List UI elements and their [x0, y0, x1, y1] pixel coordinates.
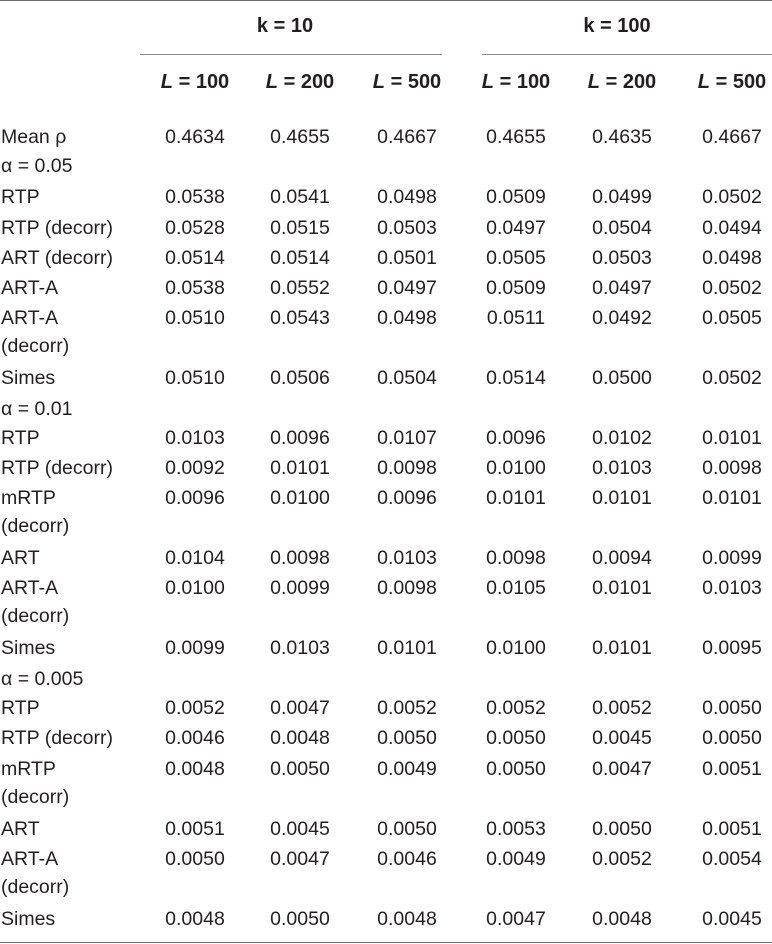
table-cell: 0.0051	[702, 818, 762, 840]
table-cell: 0.0103	[270, 637, 330, 659]
table-cell: 0.0503	[377, 217, 437, 239]
table-row	[0, 904, 772, 934]
table-cell: 0.0103	[702, 577, 762, 599]
table-cell: 0.0052	[592, 697, 652, 719]
table-row	[0, 754, 772, 808]
table-cell: 0.0101	[592, 487, 652, 509]
table-cell: 0.0052	[377, 697, 437, 719]
table-cell: 0.0047	[270, 848, 330, 870]
table-cell: 0.0511	[486, 307, 546, 329]
table-cell: 0.0052	[486, 697, 546, 719]
section-heading: α = 0.05	[1, 155, 73, 177]
table-row	[0, 213, 772, 243]
table-cell: 0.0045	[592, 727, 652, 749]
table-cell: 0.0514	[270, 247, 330, 269]
column-header-variable: L	[481, 71, 495, 93]
row-label-continuation: (decorr)	[1, 335, 70, 357]
table-cell: 0.0104	[165, 547, 225, 569]
row-label: RTP	[1, 427, 40, 449]
table-row	[0, 182, 772, 212]
table-cell: 0.0054	[702, 848, 762, 870]
table-cell: 0.0502	[702, 367, 762, 389]
table-row	[0, 273, 772, 303]
column-header	[250, 71, 350, 94]
table-cell: 0.0047	[592, 758, 652, 780]
header-group-k100: k = 100	[583, 15, 651, 37]
table-cell: 0.0098	[702, 457, 762, 479]
table-cell: 0.0092	[165, 457, 225, 479]
table-cell: 0.0552	[270, 277, 330, 299]
table-row	[0, 453, 772, 483]
table-cell: 0.0101	[377, 637, 437, 659]
table-cell: 0.0101	[592, 637, 652, 659]
row-label: RTP	[1, 186, 40, 208]
table-cell: 0.0048	[165, 758, 225, 780]
table-cell: 0.0506	[270, 367, 330, 389]
table-cell: 0.0098	[377, 457, 437, 479]
row-label: ART	[1, 547, 40, 569]
table-cell: 0.0050	[377, 818, 437, 840]
table-cell: 0.0099	[270, 577, 330, 599]
table-cell: 0.0100	[270, 487, 330, 509]
table-cell: 0.0500	[592, 367, 652, 389]
table-cell: 0.0103	[165, 427, 225, 449]
table-cell: 0.4667	[377, 126, 437, 148]
table-cell: 0.0045	[702, 908, 762, 930]
table-cell: 0.0048	[165, 908, 225, 930]
table-row	[0, 122, 772, 152]
table-cell: 0.0053	[486, 818, 546, 840]
section-heading-row	[0, 394, 772, 424]
table-cell: 0.0499	[592, 186, 652, 208]
table-cell: 0.0510	[165, 367, 225, 389]
table-cell: 0.0047	[486, 908, 546, 930]
table-cell: 0.0101	[592, 577, 652, 599]
table-cell: 0.0502	[702, 186, 762, 208]
table-row	[0, 814, 772, 844]
table-cell: 0.0502	[702, 277, 762, 299]
table-row	[0, 303, 772, 357]
table-cell: 0.0103	[377, 547, 437, 569]
table-cell: 0.0098	[486, 547, 546, 569]
table-cell: 0.0050	[270, 908, 330, 930]
table-row	[0, 573, 772, 627]
table-cell: 0.0048	[377, 908, 437, 930]
table-cell: 0.0494	[702, 217, 762, 239]
table-cell: 0.0098	[270, 547, 330, 569]
table-cell: 0.4634	[165, 126, 225, 148]
table-cell: 0.0050	[702, 697, 762, 719]
table-row	[0, 423, 772, 453]
row-label-continuation: (decorr)	[1, 876, 70, 898]
table-top-rule	[0, 0, 772, 1]
column-header-variable: L	[372, 71, 386, 93]
row-label-continuation: (decorr)	[1, 605, 70, 627]
table-cell: 0.0096	[377, 487, 437, 509]
section-heading: α = 0.005	[1, 668, 84, 690]
table-row	[0, 844, 772, 898]
column-header-value: = 200	[283, 71, 335, 93]
table-cell: 0.0052	[592, 848, 652, 870]
column-header-value: = 100	[499, 71, 551, 93]
row-label: RTP (decorr)	[1, 457, 113, 479]
column-header-value: = 500	[715, 71, 767, 93]
table-cell: 0.0538	[165, 186, 225, 208]
table-cell: 0.0049	[486, 848, 546, 870]
table-cell: 0.0050	[377, 727, 437, 749]
row-label: Simes	[1, 637, 56, 659]
table-cell: 0.0102	[592, 427, 652, 449]
table-cell: 0.0528	[165, 217, 225, 239]
table-cell: 0.0501	[377, 247, 437, 269]
table-cell: 0.0509	[486, 186, 546, 208]
table-cell: 0.0107	[377, 427, 437, 449]
table-cell: 0.0099	[702, 547, 762, 569]
column-header-variable: L	[160, 71, 174, 93]
column-header	[572, 71, 672, 94]
table-cell: 0.0050	[270, 758, 330, 780]
table-cell: 0.0050	[592, 818, 652, 840]
table-cell: 0.4655	[486, 126, 546, 148]
table-cell: 0.0051	[702, 758, 762, 780]
table-cell: 0.0514	[486, 367, 546, 389]
row-label: Simes	[1, 367, 56, 389]
table-cell: 0.0050	[165, 848, 225, 870]
table-cell: 0.0514	[165, 247, 225, 269]
table-cell: 0.0497	[486, 217, 546, 239]
table-cell: 0.0101	[486, 487, 546, 509]
table-cell: 0.0498	[702, 247, 762, 269]
column-header-value: = 100	[178, 71, 230, 93]
column-header	[357, 71, 457, 94]
header-group-rule-k10	[140, 54, 442, 55]
table-cell: 0.0045	[270, 818, 330, 840]
column-header-value: = 500	[390, 71, 442, 93]
table-cell: 0.0096	[270, 427, 330, 449]
table-row	[0, 483, 772, 537]
table-cell: 0.0047	[270, 697, 330, 719]
table-cell: 0.0543	[270, 307, 330, 329]
table-cell: 0.0049	[377, 758, 437, 780]
table-cell: 0.4667	[702, 126, 762, 148]
table-cell: 0.0492	[592, 307, 652, 329]
header-group-rule-k100	[482, 54, 772, 55]
table-row	[0, 633, 772, 663]
row-label-continuation: (decorr)	[1, 515, 70, 537]
table-cell: 0.0100	[486, 457, 546, 479]
table-bottom-rule	[0, 942, 772, 943]
table-cell: 0.0538	[165, 277, 225, 299]
row-label: ART	[1, 818, 40, 840]
table-cell: 0.0048	[592, 908, 652, 930]
table-row	[0, 363, 772, 393]
row-label: RTP (decorr)	[1, 727, 113, 749]
table-cell: 0.0046	[377, 848, 437, 870]
row-label: Mean ρ	[1, 126, 67, 148]
table-cell: 0.0498	[377, 186, 437, 208]
table-cell: 0.0505	[702, 307, 762, 329]
table-cell: 0.0509	[486, 277, 546, 299]
table-row	[0, 543, 772, 573]
table-cell: 0.4655	[270, 126, 330, 148]
table-cell: 0.0504	[377, 367, 437, 389]
column-header-value: = 200	[605, 71, 657, 93]
table-cell: 0.0103	[592, 457, 652, 479]
table-cell: 0.0510	[165, 307, 225, 329]
table-row	[0, 693, 772, 723]
table-cell: 0.0541	[270, 186, 330, 208]
section-heading: α = 0.01	[1, 398, 73, 420]
table-cell: 0.0105	[486, 577, 546, 599]
table-cell: 0.0497	[377, 277, 437, 299]
table-cell: 0.0048	[270, 727, 330, 749]
row-label: ART-A	[1, 277, 59, 299]
table-row	[0, 243, 772, 273]
table-cell: 0.0098	[377, 577, 437, 599]
row-label: RTP	[1, 697, 40, 719]
table-cell: 0.0101	[270, 457, 330, 479]
table-cell: 0.4635	[592, 126, 652, 148]
row-label: ART-A	[1, 848, 59, 870]
column-header-variable: L	[697, 71, 711, 93]
table-cell: 0.0503	[592, 247, 652, 269]
row-label: mRTP	[1, 487, 56, 509]
row-label: mRTP	[1, 758, 56, 780]
table-cell: 0.0046	[165, 727, 225, 749]
table-cell: 0.0497	[592, 277, 652, 299]
table-row	[0, 723, 772, 753]
row-label: ART (decorr)	[1, 247, 113, 269]
table-cell: 0.0095	[702, 637, 762, 659]
column-header	[466, 71, 566, 94]
table-cell: 0.0101	[702, 487, 762, 509]
row-label: ART-A	[1, 307, 59, 329]
column-header-variable: L	[265, 71, 279, 93]
table-cell: 0.0504	[592, 217, 652, 239]
row-label: Simes	[1, 908, 56, 930]
table-cell: 0.0051	[165, 818, 225, 840]
table-cell: 0.0050	[486, 758, 546, 780]
table-cell: 0.0101	[702, 427, 762, 449]
table-cell: 0.0094	[592, 547, 652, 569]
column-header	[682, 71, 772, 94]
column-header	[145, 71, 245, 94]
header-group-k10: k = 10	[256, 15, 314, 37]
row-label: RTP (decorr)	[1, 217, 113, 239]
table-cell: 0.0100	[486, 637, 546, 659]
table-cell: 0.0515	[270, 217, 330, 239]
table-cell: 0.0100	[165, 577, 225, 599]
row-label: ART-A	[1, 577, 59, 599]
table-cell: 0.0096	[165, 487, 225, 509]
table-cell: 0.0505	[486, 247, 546, 269]
section-heading-row	[0, 151, 772, 181]
table-cell: 0.0099	[165, 637, 225, 659]
table-cell: 0.0050	[486, 727, 546, 749]
table-cell: 0.0050	[702, 727, 762, 749]
table-cell: 0.0096	[486, 427, 546, 449]
table-cell: 0.0052	[165, 697, 225, 719]
row-label-continuation: (decorr)	[1, 786, 70, 808]
column-header-variable: L	[587, 71, 601, 93]
section-heading-row	[0, 664, 772, 694]
table-cell: 0.0498	[377, 307, 437, 329]
